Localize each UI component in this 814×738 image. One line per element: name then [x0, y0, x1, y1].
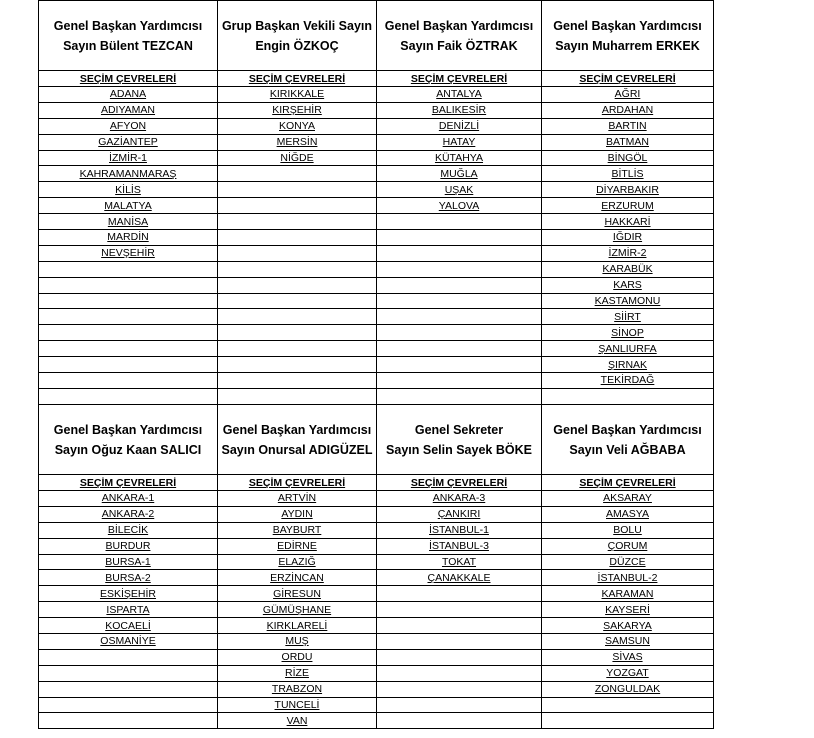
table-cell: [218, 491, 377, 507]
table-cell: [39, 373, 218, 389]
district-name: İZMİR-2: [608, 247, 647, 260]
district-name: DENİZLİ: [438, 120, 480, 133]
district-name: KIRŞEHİR: [272, 104, 322, 117]
district-name: KASTAMONU: [594, 295, 661, 308]
district-name: BAYBURT: [272, 524, 322, 537]
table-row: [39, 309, 714, 325]
table-cell: [218, 554, 377, 570]
table-cell: [218, 87, 377, 103]
table-cell: [39, 245, 218, 261]
column-header: Genel Sekreter Sayın Selin Sayek BÖKE: [377, 405, 542, 475]
district-name: KIRKLARELİ: [266, 619, 328, 632]
table-cell: [542, 309, 714, 325]
district-name: BİNGÖL: [607, 152, 648, 164]
district-name: ŞANLIURFA: [598, 342, 657, 355]
column-header: Genel Başkan Yardımcısı Sayın Onursal ADIGÜZEL: [218, 405, 377, 475]
table-cell: [377, 134, 542, 150]
table-cell: [39, 102, 218, 118]
table-cell: [377, 649, 542, 665]
district-name: AFYON: [109, 120, 147, 133]
table-cell: [542, 681, 714, 697]
table-cell: [39, 198, 218, 214]
district-name: ADIYAMAN: [100, 104, 156, 117]
district-name: KOCAELİ: [105, 619, 151, 632]
table-row: [39, 214, 714, 230]
table-cell: [39, 602, 218, 618]
district-name: KARABÜK: [602, 263, 653, 276]
table-cell: [39, 309, 218, 325]
table-cell: [39, 570, 218, 586]
table-cell: [39, 538, 218, 554]
district-name: MALATYA: [104, 199, 152, 212]
table-cell: [218, 118, 377, 134]
district-name: IĞDIR: [612, 231, 643, 244]
table-cell: [218, 649, 377, 665]
district-name: BATMAN: [606, 136, 649, 149]
table-cell: [377, 388, 542, 404]
table-row: [39, 102, 714, 118]
district-name: ÇORUM: [607, 540, 648, 553]
table-cell: [39, 182, 218, 198]
table-cell: [218, 522, 377, 538]
district-name: MUŞ: [285, 635, 309, 648]
district-name: SİVAS: [612, 651, 643, 664]
table-row: [39, 325, 714, 341]
table-cell: [39, 681, 218, 697]
table-cell: [218, 134, 377, 150]
district-name: AYDIN: [281, 508, 313, 521]
subheader: SEÇİM ÇEVRELERİ: [39, 71, 218, 87]
header-row: [39, 405, 714, 475]
table-cell: [39, 214, 218, 230]
table-cell: [542, 166, 714, 182]
district-name: ERZİNCAN: [270, 571, 324, 584]
district-name: TRABZON: [271, 683, 323, 696]
district-name: GİRESUN: [273, 587, 321, 600]
district-name: SAMSUN: [605, 635, 650, 648]
table-cell: [218, 309, 377, 325]
district-name: İSTANBUL-2: [597, 571, 658, 584]
table-cell: [218, 373, 377, 389]
table-cell: [542, 134, 714, 150]
table-cell: [218, 102, 377, 118]
table-cell: [542, 586, 714, 602]
district-name: ZONGULDAK: [594, 683, 661, 696]
table-cell: [39, 522, 218, 538]
table-row: [39, 182, 714, 198]
subheader: SEÇİM ÇEVRELERİ: [542, 475, 714, 491]
district-name: SAKARYA: [603, 619, 652, 632]
table-cell: [542, 325, 714, 341]
table-cell: [542, 87, 714, 103]
table-cell: [377, 277, 542, 293]
table-cell: [218, 538, 377, 554]
table-cell: [377, 198, 542, 214]
table-cell: [542, 102, 714, 118]
table-cell: [39, 325, 218, 341]
table-cell: [542, 697, 714, 713]
district-name: İSTANBUL-3: [429, 540, 489, 553]
table-cell: [542, 522, 714, 538]
district-name: BİTLİS: [611, 167, 644, 180]
table-cell: [542, 491, 714, 507]
table-row: [39, 277, 714, 293]
table-row: [39, 681, 714, 697]
column-header: Genel Başkan Yardımcısı Sayın Oğuz Kaan SALICI: [39, 405, 218, 475]
table-cell: [377, 697, 542, 713]
table-cell: [218, 261, 377, 277]
district-name: ESKİŞEHİR: [99, 587, 157, 600]
table-row: [39, 166, 714, 182]
district-name: BARTIN: [608, 120, 647, 133]
table-row: [39, 649, 714, 665]
district-name: TOKAT: [441, 556, 477, 568]
table-cell: [218, 388, 377, 404]
table-cell: [377, 118, 542, 134]
table-row: [39, 118, 714, 134]
table-row: [39, 713, 714, 729]
table-row: [39, 357, 714, 373]
district-name: KARS: [613, 279, 642, 292]
table-cell: [377, 665, 542, 681]
district-name: KONYA: [279, 120, 315, 133]
district-name: ANKARA-1: [101, 492, 155, 505]
district-name: DİYARBAKIR: [596, 183, 659, 196]
table-row: [39, 554, 714, 570]
district-name: ÇANKIRI: [437, 508, 481, 521]
table-cell: [39, 230, 218, 246]
district-name: BURSA-1: [105, 556, 151, 568]
table-cell: [39, 261, 218, 277]
district-name: GÜMÜŞHANE: [262, 603, 332, 616]
subheader: SEÇİM ÇEVRELERİ: [218, 475, 377, 491]
table-cell: [39, 634, 218, 650]
table-row: [39, 506, 714, 522]
table-cell: [542, 214, 714, 230]
table-cell: [542, 357, 714, 373]
table-cell: [377, 309, 542, 325]
column-header: Genel Başkan Yardımcısı Sayın Muharrem ERKEK: [542, 1, 714, 71]
table-cell: [542, 118, 714, 134]
table-row: [39, 261, 714, 277]
table-cell: [39, 713, 218, 729]
table-cell: [377, 506, 542, 522]
table-cell: [377, 166, 542, 182]
table-cell: [377, 102, 542, 118]
district-name: YALOVA: [438, 199, 480, 212]
column-header: Grup Başkan Vekili Sayın Engin ÖZKOÇ: [218, 1, 377, 71]
district-name: ANKARA-3: [432, 492, 486, 505]
table-row: [39, 586, 714, 602]
district-name: AĞRI: [614, 88, 641, 101]
table-cell: [218, 618, 377, 634]
district-name: HAKKARİ: [604, 215, 651, 228]
district-name: ŞIRNAK: [607, 358, 648, 371]
district-name: SİNOP: [611, 326, 644, 339]
table-cell: [377, 230, 542, 246]
district-name: UŞAK: [444, 183, 474, 196]
district-name: ELAZIĞ: [278, 556, 316, 568]
table-cell: [39, 491, 218, 507]
table-cell: [542, 198, 714, 214]
table-row: [39, 245, 714, 261]
district-name: AMASYA: [606, 508, 649, 521]
table-cell: [377, 681, 542, 697]
district-name: BİLECİK: [107, 524, 149, 537]
district-name: KAHRAMANMARAŞ: [79, 167, 177, 180]
district-name: BURSA-2: [105, 571, 151, 584]
table-cell: [542, 665, 714, 681]
table-row: [39, 198, 714, 214]
table-cell: [218, 182, 377, 198]
table-cell: [218, 634, 377, 650]
district-name: BALIKESİR: [431, 104, 487, 117]
table-cell: [218, 357, 377, 373]
table-row: [39, 293, 714, 309]
subheader: SEÇİM ÇEVRELERİ: [542, 71, 714, 87]
table-cell: [218, 293, 377, 309]
district-name: OSMANİYE: [100, 635, 156, 648]
district-name: EDİRNE: [277, 540, 317, 553]
table-cell: [377, 618, 542, 634]
district-name: MANİSA: [107, 215, 149, 228]
table-cell: [542, 150, 714, 166]
table-cell: [377, 214, 542, 230]
district-name: KAYSERİ: [605, 603, 650, 616]
district-name: ARTVİN: [277, 492, 317, 505]
district-name: ANKARA-2: [101, 508, 155, 521]
table-cell: [218, 277, 377, 293]
table-cell: [542, 538, 714, 554]
district-name: ERZURUM: [601, 199, 654, 212]
table-row: [39, 634, 714, 650]
district-name: ÇANAKKALE: [427, 571, 491, 584]
district-name: SİİRT: [614, 310, 641, 323]
district-name: ADANA: [109, 88, 147, 101]
table-cell: [39, 134, 218, 150]
table-cell: [377, 373, 542, 389]
table-cell: [377, 586, 542, 602]
district-name: KÜTAHYA: [434, 152, 484, 164]
table-cell: [542, 182, 714, 198]
table-cell: [377, 293, 542, 309]
table-cell: [542, 554, 714, 570]
table-row: [39, 665, 714, 681]
subheader: SEÇİM ÇEVRELERİ: [39, 475, 218, 491]
district-name: TUNCELİ: [274, 699, 320, 712]
table-cell: [218, 214, 377, 230]
table-cell: [218, 325, 377, 341]
table-cell: [542, 277, 714, 293]
table-cell: [377, 491, 542, 507]
table-cell: [39, 554, 218, 570]
table-cell: [542, 602, 714, 618]
table-cell: [39, 293, 218, 309]
header-row: [39, 1, 714, 71]
column-header: Genel Başkan Yardımcısı Sayın Faik ÖZTRAK: [377, 1, 542, 71]
table-cell: [39, 357, 218, 373]
district-name: ARDAHAN: [601, 104, 654, 117]
table-row: [39, 602, 714, 618]
district-name: HATAY: [442, 136, 476, 149]
district-name: KİLİS: [115, 183, 141, 196]
district-name: NEVŞEHİR: [101, 247, 155, 260]
table-row: [39, 150, 714, 166]
table-cell: [39, 586, 218, 602]
table-cell: [542, 373, 714, 389]
district-name: ISPARTA: [106, 603, 150, 616]
table-cell: [377, 713, 542, 729]
table-cell: [218, 198, 377, 214]
table-cell: [39, 388, 218, 404]
table-cell: [542, 618, 714, 634]
subheader-row: [39, 71, 714, 87]
table-cell: [39, 665, 218, 681]
table-cell: [39, 341, 218, 357]
table-cell: [218, 150, 377, 166]
district-name: MUĞLA: [440, 167, 478, 180]
table-cell: [218, 697, 377, 713]
table-row: [39, 522, 714, 538]
district-name: İSTANBUL-1: [429, 524, 489, 537]
table-cell: [377, 182, 542, 198]
table-cell: [542, 506, 714, 522]
table-cell: [39, 87, 218, 103]
table-row: [39, 341, 714, 357]
table-cell: [218, 665, 377, 681]
table-row: [39, 491, 714, 507]
table-cell: [218, 713, 377, 729]
bottom-assignment-table: [38, 404, 714, 729]
table-cell: [39, 118, 218, 134]
table-row: [39, 87, 714, 103]
district-name: ANTALYA: [436, 88, 482, 101]
table-cell: [377, 554, 542, 570]
subheader: SEÇİM ÇEVRELERİ: [377, 475, 542, 491]
table-row: [39, 373, 714, 389]
subheader: SEÇİM ÇEVRELERİ: [218, 71, 377, 87]
table-row: [39, 538, 714, 554]
table-cell: [39, 506, 218, 522]
district-name: KARAMAN: [601, 587, 654, 600]
table-row: [39, 618, 714, 634]
district-name: İZMİR-1: [109, 152, 147, 164]
table-cell: [542, 713, 714, 729]
district-name: GAZİANTEP: [98, 136, 158, 149]
table-cell: [39, 649, 218, 665]
district-name: KIRIKKALE: [269, 88, 325, 101]
table-cell: [377, 522, 542, 538]
district-name: YOZGAT: [606, 667, 649, 680]
district-name: BOLU: [613, 524, 642, 537]
table-cell: [377, 261, 542, 277]
district-name: NİĞDE: [280, 152, 314, 164]
table-cell: [218, 586, 377, 602]
table-cell: [218, 166, 377, 182]
table-row: [39, 134, 714, 150]
table-cell: [218, 602, 377, 618]
table-cell: [218, 681, 377, 697]
table-row: [39, 570, 714, 586]
table-cell: [542, 570, 714, 586]
table-cell: [377, 357, 542, 373]
table-cell: [39, 697, 218, 713]
table-cell: [218, 245, 377, 261]
table-cell: [542, 230, 714, 246]
table-cell: [542, 261, 714, 277]
table-cell: [377, 341, 542, 357]
table-cell: [377, 634, 542, 650]
district-name: RİZE: [285, 667, 309, 680]
table-row: [39, 230, 714, 246]
subheader-row: [39, 475, 714, 491]
table-cell: [377, 245, 542, 261]
district-name: DÜZCE: [609, 556, 646, 568]
table-row: [39, 388, 714, 404]
table-cell: [218, 341, 377, 357]
table-cell: [377, 602, 542, 618]
table-cell: [39, 150, 218, 166]
table-cell: [39, 166, 218, 182]
subheader: SEÇİM ÇEVRELERİ: [377, 71, 542, 87]
table-cell: [39, 618, 218, 634]
table-cell: [377, 150, 542, 166]
table-cell: [218, 570, 377, 586]
table-cell: [377, 87, 542, 103]
table-cell: [218, 230, 377, 246]
table-cell: [542, 634, 714, 650]
district-name: ORDU: [281, 651, 313, 664]
table-cell: [377, 570, 542, 586]
table-row: [39, 697, 714, 713]
district-name: MARDİN: [107, 231, 149, 244]
table-cell: [377, 325, 542, 341]
table-cell: [542, 649, 714, 665]
table-cell: [542, 341, 714, 357]
table-cell: [377, 538, 542, 554]
top-assignment-table: [38, 0, 714, 405]
district-name: AKSARAY: [603, 492, 652, 505]
table-cell: [542, 388, 714, 404]
district-name: TEKİRDAĞ: [600, 374, 655, 387]
table-cell: [39, 277, 218, 293]
district-name: VAN: [286, 714, 308, 727]
district-name: MERSİN: [276, 136, 318, 149]
table-cell: [218, 506, 377, 522]
column-header: Genel Başkan Yardımcısı Sayın Bülent TEZCAN: [39, 1, 218, 71]
district-name: BURDUR: [105, 540, 151, 553]
table-cell: [542, 293, 714, 309]
table-cell: [542, 245, 714, 261]
column-header: Genel Başkan Yardımcısı Sayın Veli AĞBABA: [542, 405, 714, 475]
